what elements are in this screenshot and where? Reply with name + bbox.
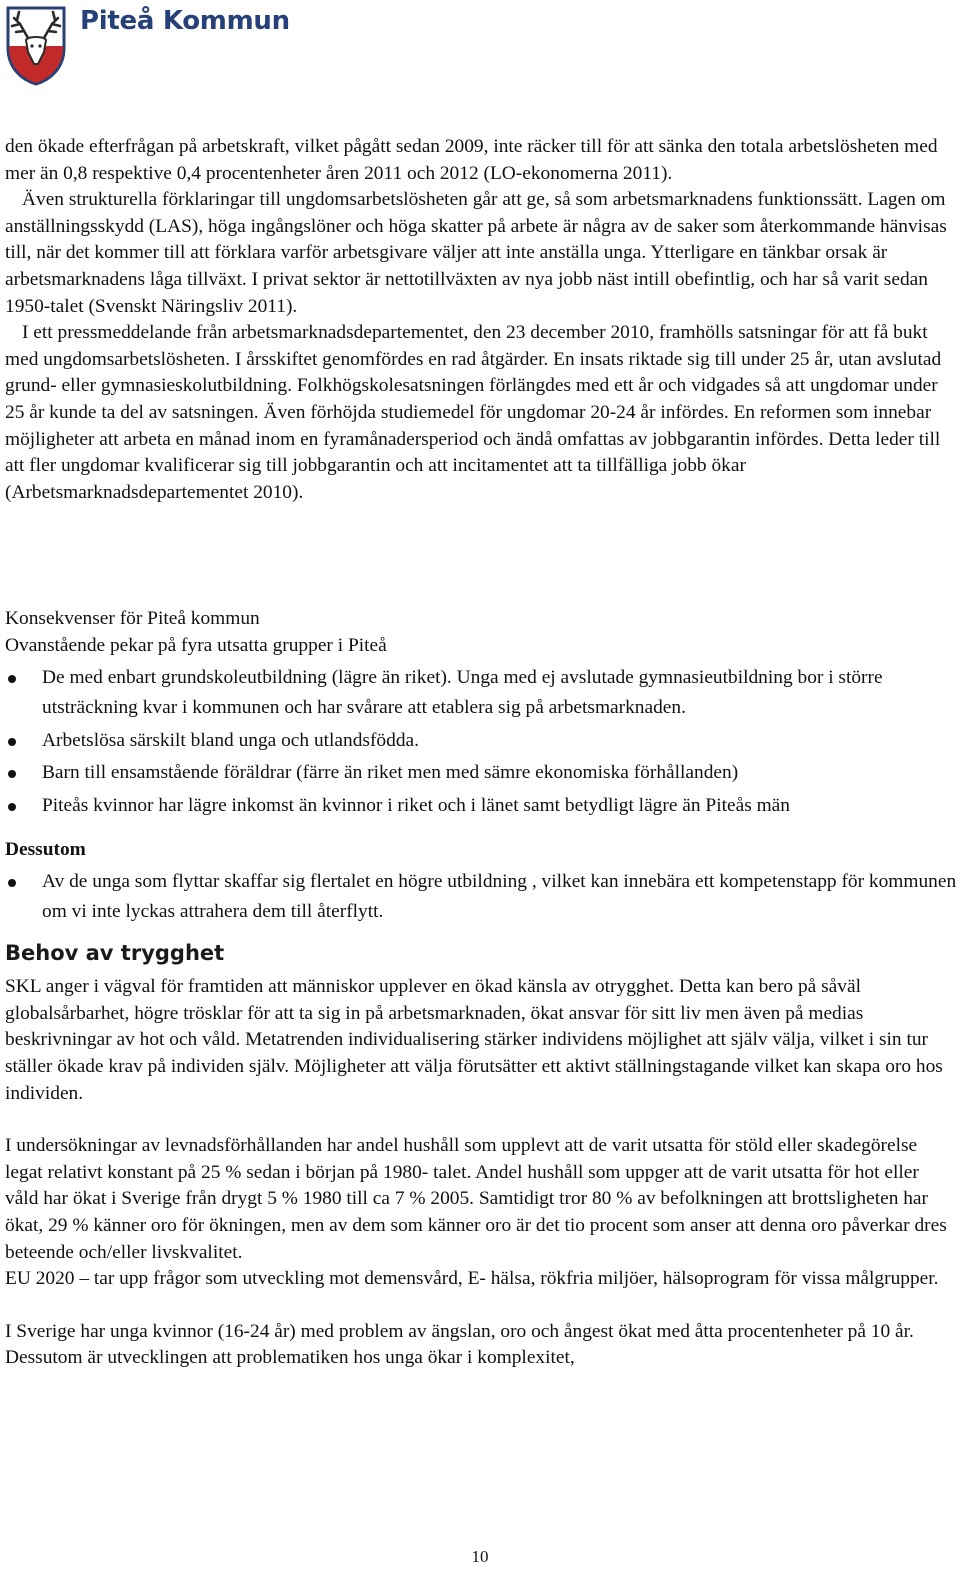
paragraph-skl: SKL anger i vägval för framtiden att människor upplever en ökad känsla av otrygghet. Detta kan bero på såväl globalsårbarhet, högre trösklar för att ta sig in på arbetsmarknaden, ökat ansvar för sitt liv men även på medias beskrivningar av hot och våld. Metatrenden individualisering stärker individens möjlighet att själv välja, vilket i sin tur ställer ökade krav på individen själv. Möjligheter att välja förutsätter ett aktivt ställningstagande vilket kan skapa oro hos individen. [5,976,943,1104]
consequences-heading: Konsekvenser för Piteå kommun [5,608,260,630]
bullet-icon [8,879,16,887]
organization-name: Piteå Kommun [80,6,290,36]
pitea-coat-of-arms-reindeer-icon [4,2,68,86]
bullet-icon [8,738,16,746]
paragraph-surveys: I undersökningar av levnadsförhållanden har andel hushåll som upplevt att de varit utsatta för stöld eller skadegörelse legat relativt konstant på 25 % sedan i början på 1980- talet. Andel hushåll som uppger att de varit utsatta för hot eller våld har ökat i Sverige från drygt 5 % 1980 till ca 7 % 2005. Samtidigt tror 80 % av befolkningen att brottsligheten har ökat, 29 % känner oro för ökningen, men av dem som känner oro är det tio procent som anser att denna oro påverkar dres beteende och/eller livskvalitet. [5,1135,947,1263]
consequences-list [5,663,957,822]
list-item: Arbetslösa särskilt bland unga och utlandsfödda. [5,726,957,757]
document-body [5,134,957,1372]
paragraph-intro: den ökade efterfrågan på arbetskraft, vilket pågått sedan 2009, inte räcker till för att sänka den totala arbetslösheten med mer än 0,8 respektive 0,4 procentenheter åren 2011 och 2012 (LO-ekonomerna 2011). [5,136,938,184]
page-number: 10 [471,1547,489,1566]
bullet-icon [8,770,16,778]
list-item: Piteås kvinnor har lägre inkomst än kvinnor i riket och i länet samt betydligt lägre än Piteås män [5,791,957,822]
paragraph-young-women: I Sverige har unga kvinnor (16-24 år) med problem av ängslan, oro och ångest ökat med åtta procentenheter på 10 år. Dessutom är utvecklingen att problematiken hos unga ökar i komplexitet, [5,1320,914,1369]
section-title-trygghet: Behov av trygghet [5,940,225,965]
list-item: De med enbart grundskoleutbildning (lägre än riket). Unga med ej avslutade gymnasieutbildning bor i större utsträckning kvar i kommunen och har svårare att etablera sig på arbetsmarknaden. [5,663,957,724]
paragraph-press-release: I ett pressmeddelande från arbetsmarknadsdepartementet, den 23 december 2010, framhölls satsningar för att få bukt med ungdomsarbetslösheten. I årsskiftet genomfördes en rad åtgärder. En insats riktade sig till under 25 år, utan avslutad grund- eller gymnasieskolutbildning. Folkhögskolesatsningen förlängdes med ett år och vidgades så att ungdomar under 25 år kunde ta del av satsningen. Även förhöjda studiemedel för ungdomar 20-24 år infördes. En reformen som innebar möjligheter att arbeta en månad inom en fyramånadersperiod och ändå omfattas av jobbgarantin infördes. Detta leder till att fler ungdomar kvalificerar sig till jobbgarantin och att incitamentet att ta tillfälliga jobb ökar (Arbetsmarknadsdepartementet 2010). [5,322,942,503]
list-item: Av de unga som flyttar skaffar sig flertalet en högre utbildning , vilket kan innebära ett kompetenstapp för kommunen om vi inte lyckas attrahera dem till återflytt. [5,867,957,928]
paragraph-eu2020: EU 2020 – tar upp frågor som utveckling mot demensvård, E- hälsa, rökfria miljöer, hälsoprogram för vissa målgrupper. [5,1268,939,1290]
bullet-icon [8,803,16,811]
dessutom-list [5,867,957,928]
consequences-intro: Ovanstående pekar på fyra utsatta grupper i Piteå [5,634,387,656]
dessutom-heading: Dessutom [5,839,86,860]
bullet-icon [8,675,16,683]
paragraph-structural: Även strukturella förklaringar till ungdomsarbetslösheten går att ge, så som arbetsmarknadens funktionssätt. Lagen om anställningsskydd (LAS), höga ingångslöner och höga skatter på arbete är några av de saker som återkommande hänvisas till, när det kommer till att förklara varför arbetsgivare väljer att inte anställa unga. Ytterligare en tänkbar orsak är arbetsmarknadens låga tillväxt. I privat sektor är nettotillväxten av nya jobb näst intill obefintlig, och har så varit sedan 1950-talet (Svenskt Näringsliv 2011). [5,189,947,317]
list-item: Barn till ensamstående föräldrar (färre än riket men med sämre ekonomiska förhållanden) [5,758,957,789]
